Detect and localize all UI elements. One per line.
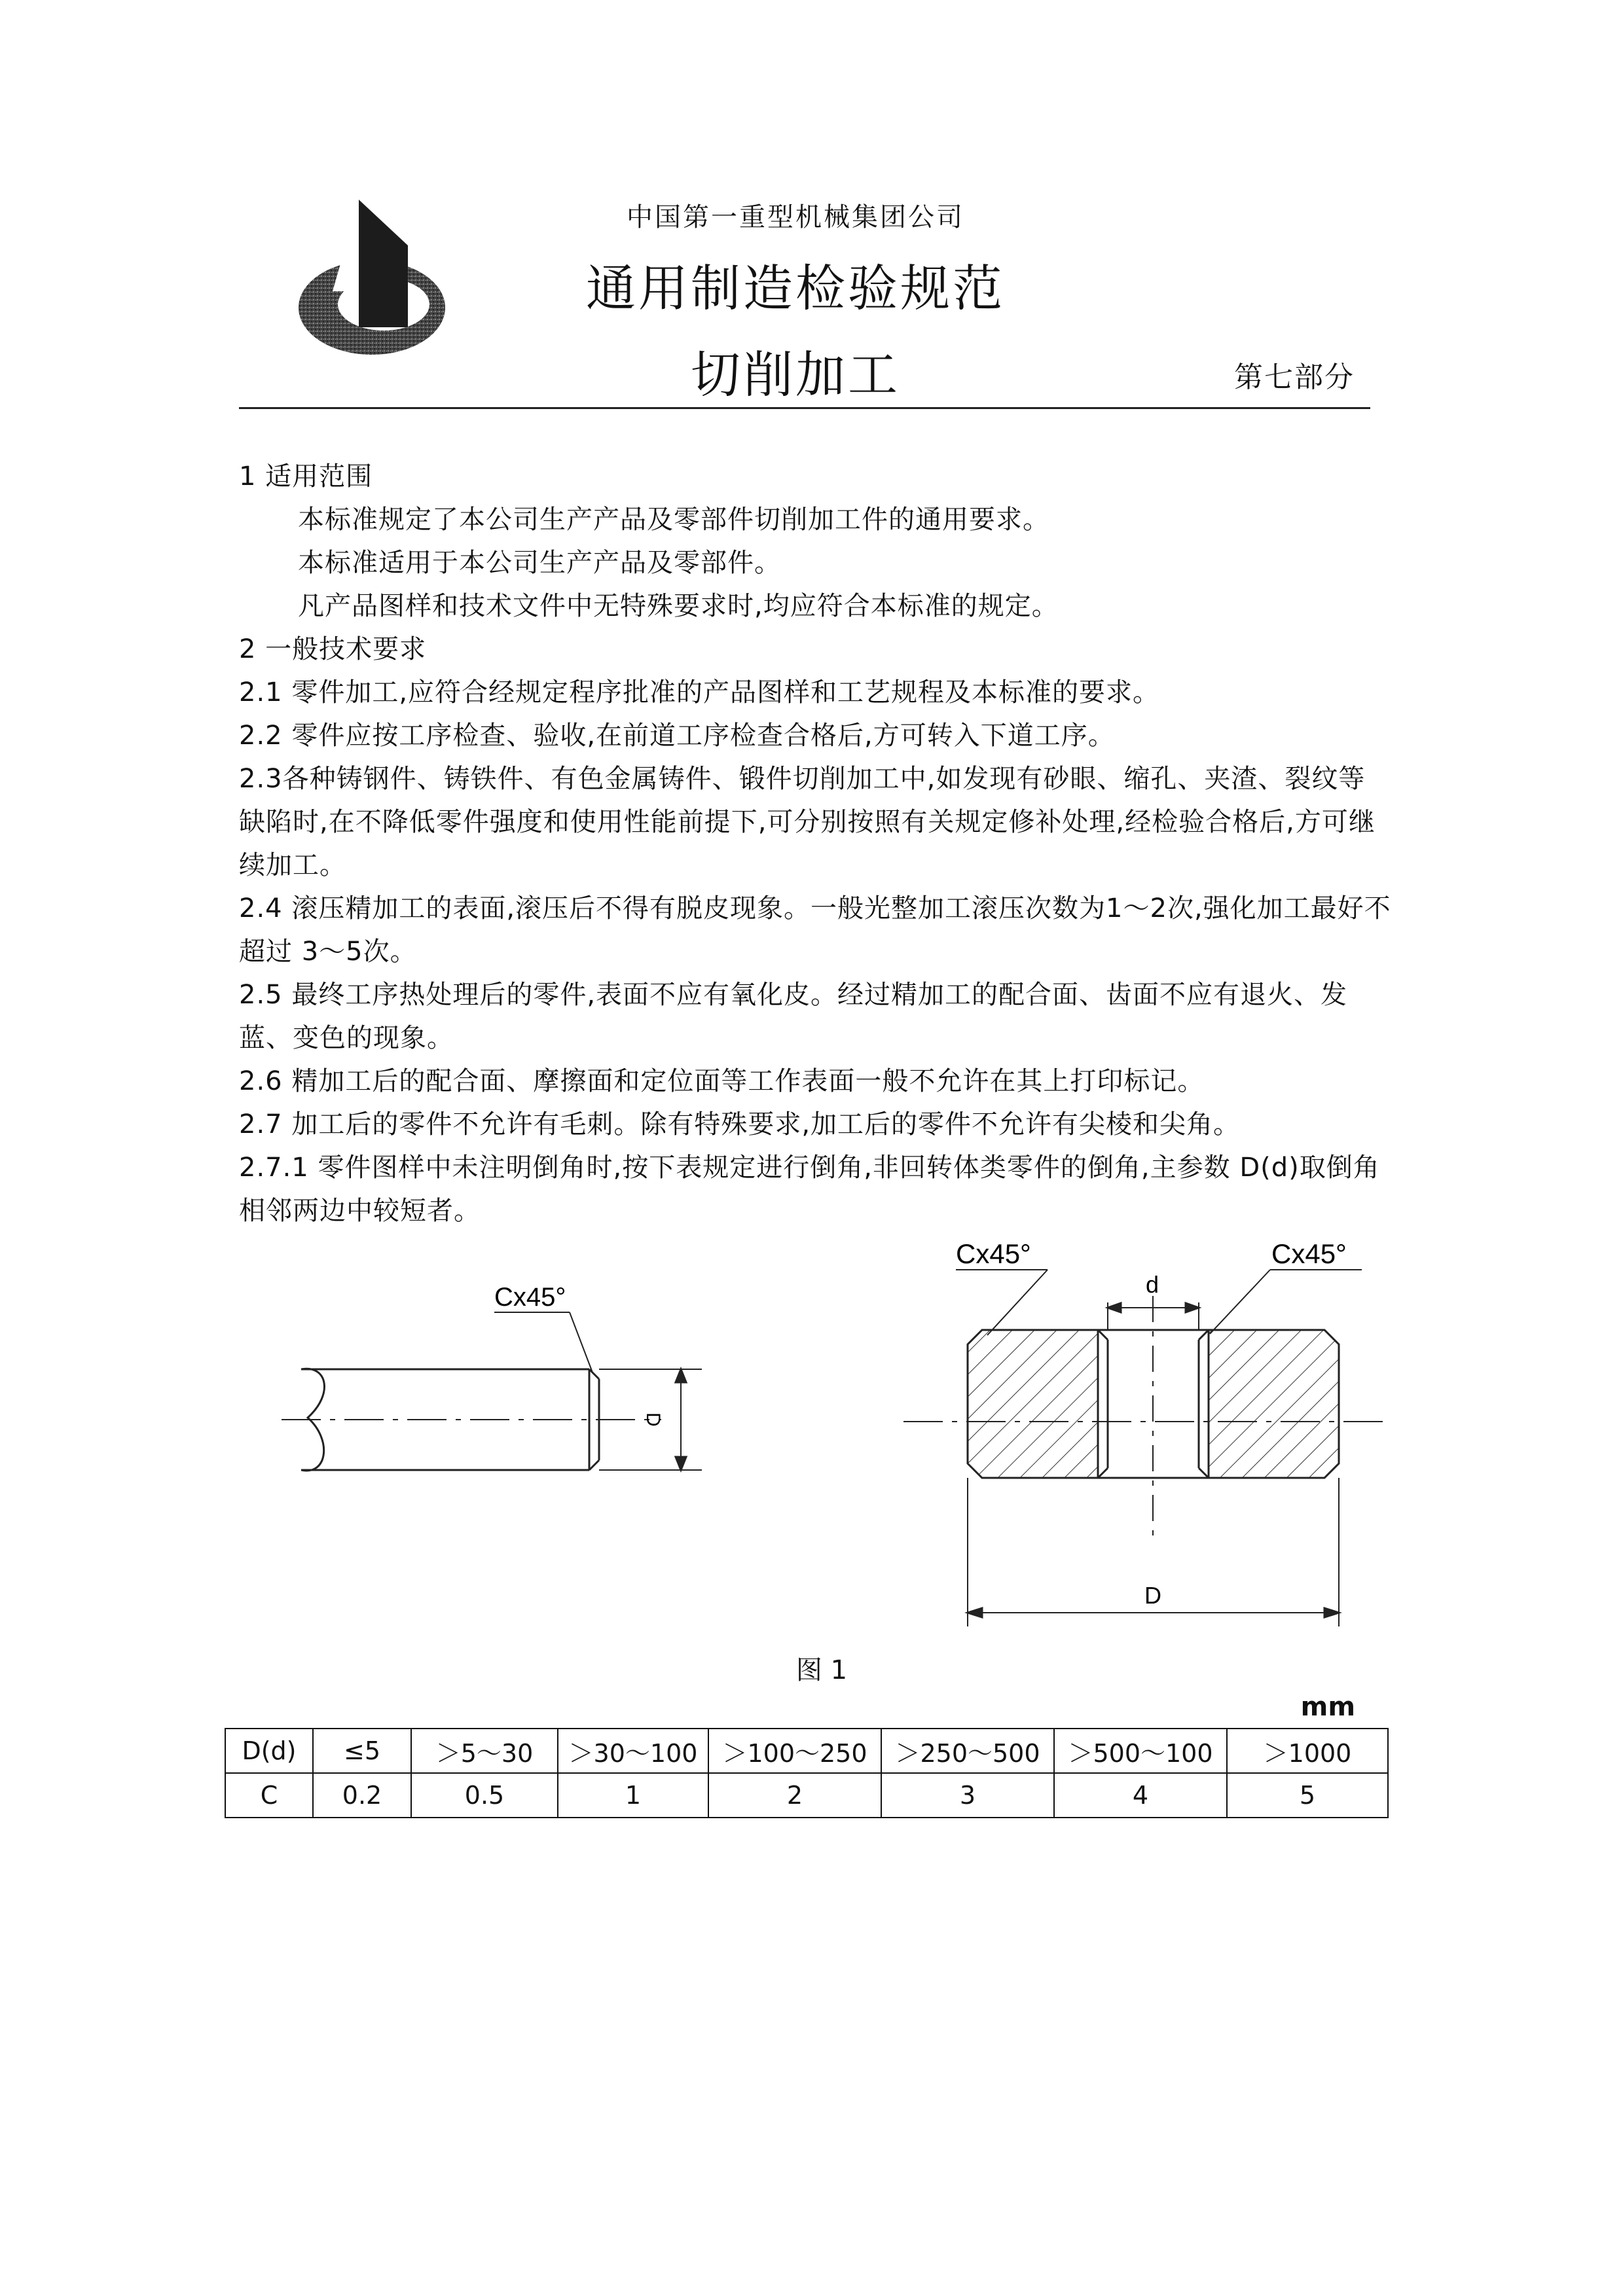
table-unit: mm (1300, 1692, 1355, 1722)
table-cell: 0.5 (411, 1773, 558, 1818)
chamfer-table (225, 1728, 1389, 1818)
chamfer-label-left: Cx45° (956, 1238, 1031, 1269)
table-row (225, 1773, 1388, 1818)
paragraph: 凡产品图样和技术文件中无特殊要求时,均应符合本标准的规定。 (298, 591, 1059, 621)
table-cell: ＞5～30 (411, 1729, 558, 1773)
header-divider (239, 407, 1370, 409)
clause: 2.7.1 零件图样中未注明倒角时,按下表规定进行倒角,非回转体类零件的倒角,主参数 D(d)取倒角相邻两边中较短者。 (239, 1153, 1380, 1226)
table-cell: 2 (708, 1773, 881, 1818)
figure-chamfer-drawing (236, 1217, 1408, 1649)
document-body (239, 455, 1391, 1232)
clause: 2.4 滚压精加工的表面,滚压后不得有脱皮现象。一般光整加工滚压次数为1～2次,强化加工最好不超过 3～5次。 (239, 893, 1391, 967)
table-cell: 3 (881, 1773, 1054, 1818)
paragraph: 本标准适用于本公司生产产品及零部件。 (298, 548, 781, 578)
part-number: 第七部分 (1234, 361, 1355, 394)
table-cell: ≤5 (313, 1729, 411, 1773)
chamfer-label-shaft: Cx45° (494, 1283, 566, 1312)
chamfer-label-right: Cx45° (1271, 1238, 1347, 1269)
clause: 2.6 精加工后的配合面、摩擦面和定位面等工作表面一般不允许在其上打印标记。 (239, 1066, 1205, 1096)
table-cell: ＞500～100 (1054, 1729, 1227, 1773)
document-subtitle: 切削加工 (691, 346, 900, 404)
table-row (225, 1729, 1388, 1773)
section-heading: 1 适用范围 (239, 461, 373, 492)
figure-caption: 图 1 (795, 1655, 848, 1685)
clause: 2.7 加工后的零件不允许有毛刺。除有特殊要求,加工后的零件不允许有尖棱和尖角。 (239, 1109, 1241, 1139)
table-cell: D(d) (225, 1729, 313, 1773)
dimension-label-shaft: D (642, 1412, 664, 1427)
table-cell: ＞1000 (1227, 1729, 1388, 1773)
document-title: 通用制造检验规范 (586, 259, 1005, 317)
dimension-label-hole: d (1146, 1271, 1159, 1298)
dimension-label-outer: D (1144, 1582, 1161, 1609)
table-cell: ＞250～500 (881, 1729, 1054, 1773)
clause: 2.5 最终工序热处理后的零件,表面不应有氧化皮。经过精加工的配合面、齿面不应有退火、发蓝、变色的现象。 (239, 980, 1348, 1053)
table-cell: 4 (1054, 1773, 1227, 1818)
clause: 2.2 零件应按工序检查、验收,在前道工序检查合格后,方可转入下道工序。 (239, 721, 1115, 751)
company-logo (293, 193, 453, 365)
clause: 2.3各种铸钢件、铸铁件、有色金属铸件、锻件切削加工中,如发现有砂眼、缩孔、夹渣、裂纹等缺陷时,在不降低零件强度和使用性能前提下,可分别按照有关规定修补处理,经检验合格后,方可继续加工。 (239, 764, 1376, 880)
table-cell: ＞100～250 (708, 1729, 881, 1773)
table-cell: C (225, 1773, 313, 1818)
company-name: 中国第一重型机械集团公司 (627, 202, 964, 232)
table-cell: 1 (558, 1773, 708, 1818)
table-cell: 5 (1227, 1773, 1388, 1818)
paragraph: 本标准规定了本公司生产产品及零部件切削加工件的通用要求。 (298, 505, 1049, 535)
table-cell: 0.2 (313, 1773, 411, 1818)
table-cell: ＞30～100 (558, 1729, 708, 1773)
clause: 2.1 零件加工,应符合经规定程序批准的产品图样和工艺规程及本标准的要求。 (239, 677, 1160, 708)
section-heading: 2 一般技术要求 (239, 634, 427, 664)
